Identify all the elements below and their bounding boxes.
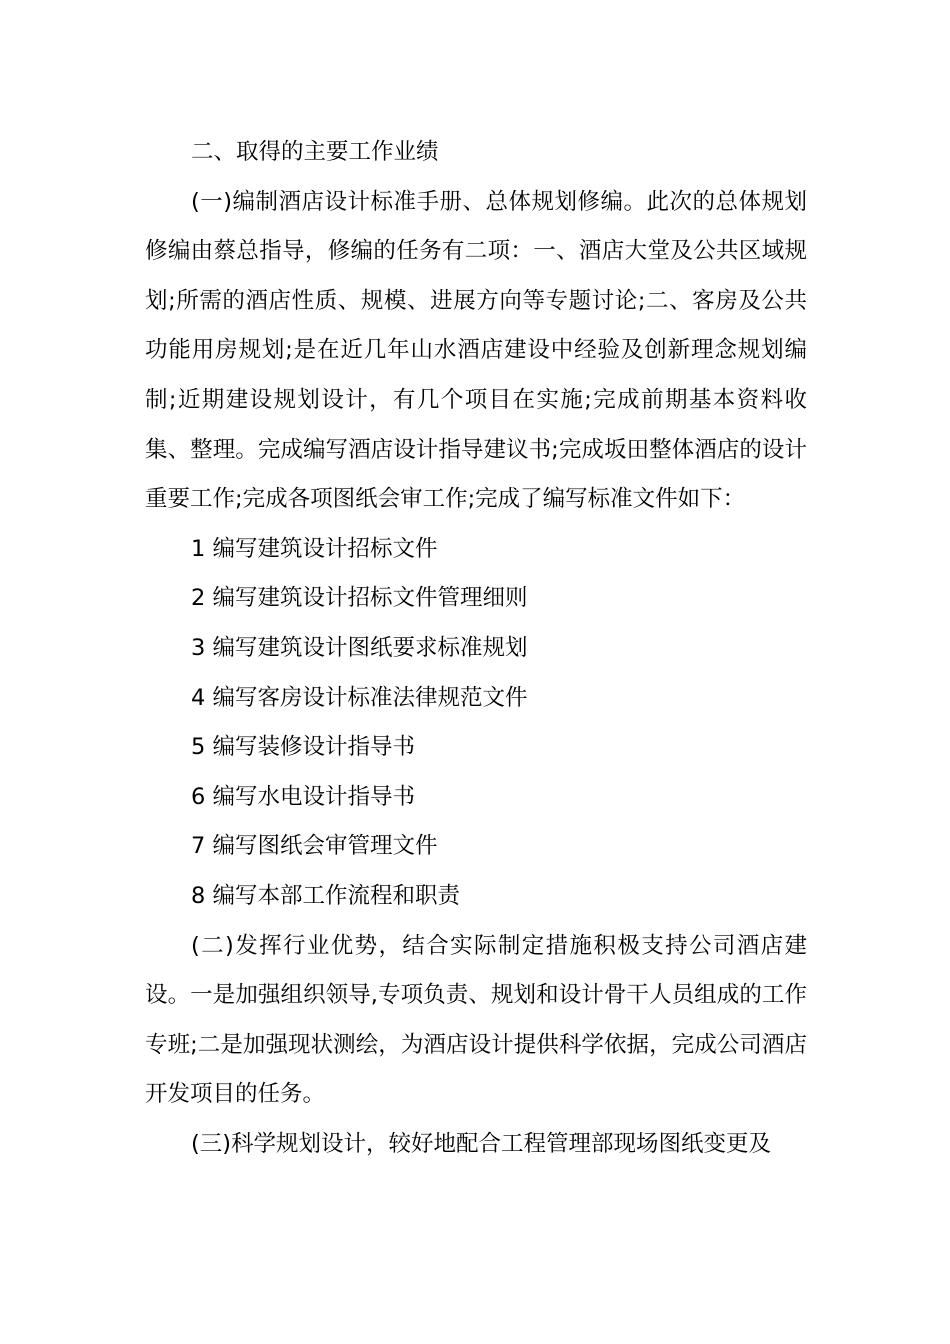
list-item: 3 编写建筑设计图纸要求标准规划 bbox=[191, 634, 528, 661]
list-item: 7 编写图纸会审管理文件 bbox=[191, 833, 438, 860]
paragraph-section-3: (三)科学规划设计，较好地配合工程管理部现场图纸变更及 bbox=[191, 1130, 772, 1157]
list-item: 1 编写建筑设计招标文件 bbox=[191, 535, 438, 562]
list-item: 5 编写装修设计指导书 bbox=[191, 734, 415, 761]
list-item: 4 编写客房设计标准法律规范文件 bbox=[191, 684, 528, 711]
list-item: 2 编写建筑设计招标文件管理细则 bbox=[191, 585, 528, 612]
document-body bbox=[145, 128, 807, 1169]
paragraph-section-2: (二)发挥行业优势，结合实际制定措施积极支持公司酒店建设。一是加强组织领导,专项负责、规划和设计骨干人员组成的工作专班;二是加强现状测绘，为酒店设计提供科学依据，完成公司酒店开发项目的任务。 bbox=[145, 932, 807, 1108]
list-item: 8 编写本部工作流程和职责 bbox=[191, 882, 460, 909]
list-item: 6 编写水电设计指导书 bbox=[191, 783, 415, 810]
section-heading: 二、取得的主要工作业绩 bbox=[191, 139, 439, 165]
paragraph-section-1: (一)编制酒店设计标准手册、总体规划修编。此次的总体规划修编由蔡总指导，修编的任务有二项：一、酒店大堂及公共区域规划;所需的酒店性质、规模、进展方向等专题讨论;二、客房及公共功能用房规划;是在近几年山水酒店建设中经验及创新理念规划编制;近期建设规划设计，有几个项目在实施;完成前期基本资料收集、整理。完成编写酒店设计指导建议书;完成坂田整体酒店的设计重要工作;完成各项图纸会审工作;完成了编写标准文件如下： bbox=[145, 188, 807, 513]
